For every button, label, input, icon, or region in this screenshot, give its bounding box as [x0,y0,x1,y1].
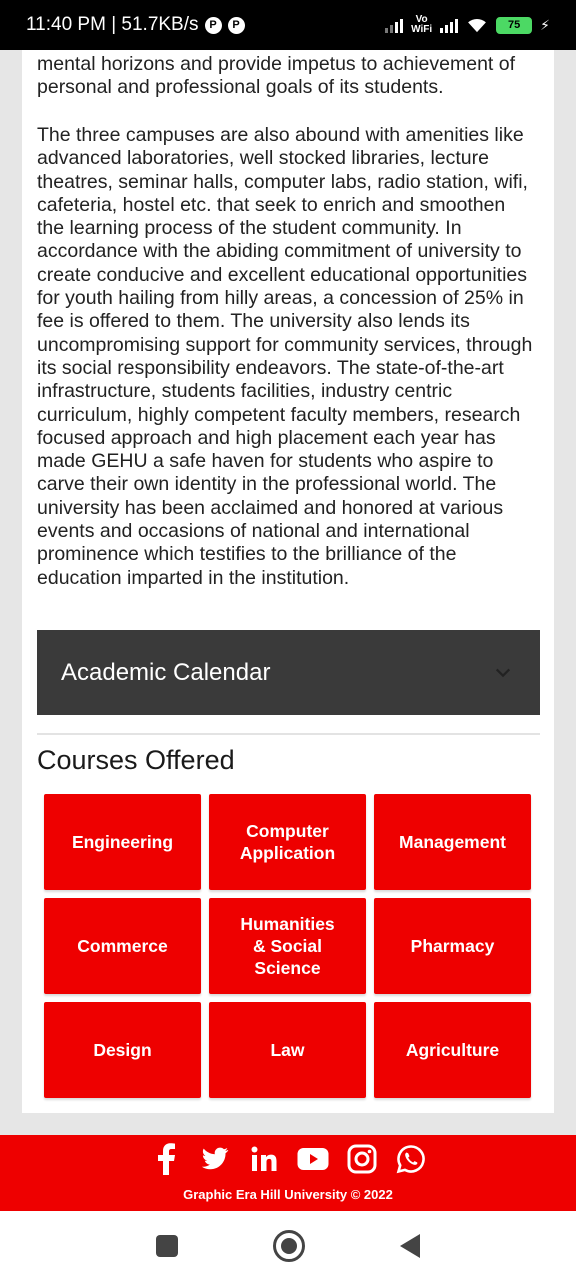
courses-title: Courses Offered [37,745,235,775]
home-icon[interactable] [273,1230,305,1262]
wifi-icon [466,17,488,33]
course-button-commerce[interactable]: Commerce [44,898,201,994]
youtube-icon[interactable] [296,1142,330,1176]
status-left [26,14,245,36]
android-nav-bar [0,1211,576,1280]
course-button-agriculture[interactable]: Agriculture [374,1002,531,1098]
instagram-icon[interactable] [345,1142,379,1176]
time-speed: 11:40 PM | 51.7KB/s [26,14,199,35]
amenities-paragraph: The three campuses are also abound with amenities like advanced laboratories, well stocked libraries, lecture theatres, seminar halls, computer labs, radio station, wifi, cafeteria, hostel etc. that seek to enrich and smoothen the learning process of the student community. In accordance with the abiding commitment of university to create conducive and excellent educational opportunities for youth hailing from hilly areas, a concession of 25% in fee is offered to them. The university also lends its uncompromising support for community services, through its social responsibility endeavors. The state-of-the-art infrastructure, students facilities, industry centric curriculum, highly competent faculty members, research focused approach and high placement each year has made GEHU a safe haven for students who aspire to carve their own identity in the professional world. The university has been acclaimed and honored at various events and occasions of national and international prominence which testifies to the brilliance of the education imparted in the institution. [37,124,533,589]
linkedin-icon[interactable] [247,1142,281,1176]
social-links [0,1142,576,1176]
recent-apps-icon[interactable] [156,1235,178,1257]
back-icon[interactable] [400,1234,420,1258]
course-button-humanities[interactable]: Humanities & Social Science [209,898,366,994]
facebook-icon[interactable] [149,1142,183,1176]
signal-icon [385,17,403,33]
section-divider [37,733,540,735]
battery-icon [496,17,532,34]
status-right [385,15,550,35]
status-bar [0,0,576,50]
battery-level: 75 [508,19,521,31]
course-button-management[interactable]: Management [374,794,531,890]
charging-icon: ⚡ [540,16,550,33]
accordion-title: Academic Calendar [61,658,271,686]
academic-calendar-accordion[interactable] [37,630,540,715]
vowifi-label: Vo WiFi [411,14,433,35]
course-button-design[interactable]: Design [44,1002,201,1098]
copyright-text: Graphic Era Hill University © 2022 [183,1187,393,1202]
whatsapp-icon[interactable] [394,1142,428,1176]
app-notification-icon: P [228,17,245,34]
course-button-law[interactable]: Law [209,1002,366,1098]
course-button-engineering[interactable]: Engineering [44,794,201,890]
app-notification-icon: P [205,17,222,34]
twitter-icon[interactable] [198,1142,232,1176]
course-button-pharmacy[interactable]: Pharmacy [374,898,531,994]
footer [0,1135,576,1211]
about-paragraph: mental horizons and provide impetus to achievement of personal and professional goals of its students. [37,53,516,99]
signal-icon [440,17,458,33]
chevron-down-icon[interactable] [494,664,512,682]
course-button-computer-application[interactable]: Computer Application [209,794,366,890]
courses-grid [44,794,532,1098]
content-card [22,50,554,1113]
